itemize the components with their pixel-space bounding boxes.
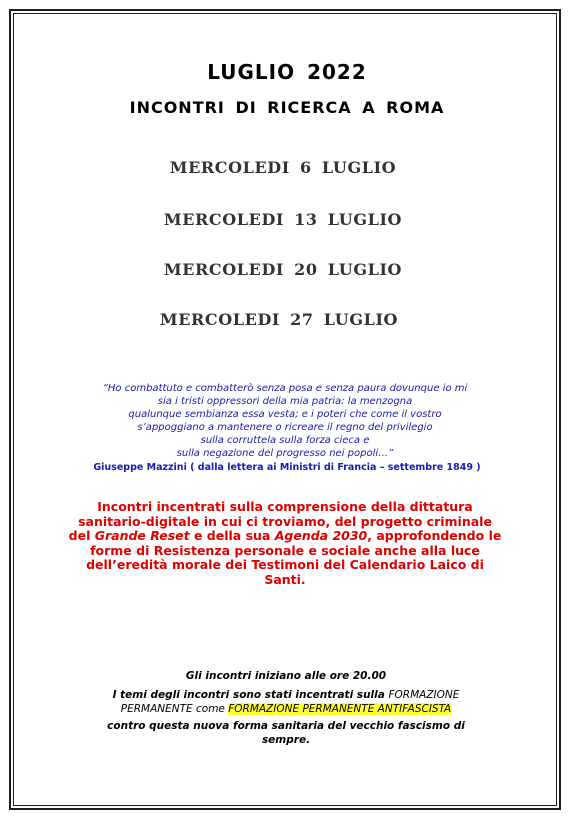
quote-attribution: Giuseppe Mazzini ( dalla lettera ai Ministri di Francia – settembre 1849 ) [93, 462, 481, 473]
description-line: Santi. [264, 571, 306, 587]
antifascista-highlight: FORMAZIONE PERMANENTE ANTIFASCISTA [228, 703, 452, 715]
quote-line: sulla corruttela sulla forza cieca e [200, 435, 370, 446]
date-item: MERCOLEDI 6 LUGLIO [169, 158, 397, 177]
mazzini-quote [40, 382, 530, 460]
quote-line: sia i tristi oppressori della mia patria: la menzogna [157, 396, 413, 407]
date-item: MERCOLEDI 27 LUGLIO [159, 310, 399, 329]
quote-line: qualunque sembianza essa vesta; e i poteri che come il vostro [128, 409, 442, 420]
start-time: Gli incontri iniziano alle ore 20.00 [185, 670, 387, 682]
description-line: Incontri incentrati sulla comprensione della dittatura [97, 499, 473, 514]
quote-line: “Ho combattuto e combatterò senza posa e senza paura dovunque io mi [102, 383, 468, 394]
quote-line: sulla negazione del progresso nei popoli…” [176, 448, 394, 459]
description-line: del Grande Reset e della sua Agenda 2030, approfondendo le [68, 528, 502, 543]
agenda-2030-text: Agenda 2030 [274, 528, 368, 543]
page-title: LUGLIO 2022 [207, 60, 367, 84]
description-line: forme di Resistenza personale e sociale anche alla luce [90, 542, 480, 558]
date-item: MERCOLEDI 20 LUGLIO [163, 260, 403, 279]
date-item: MERCOLEDI 13 LUGLIO [163, 210, 403, 229]
description-paragraph [60, 500, 510, 587]
footer-line: contro questa nuova forma sanitaria del vecchio fascismo di [107, 720, 465, 732]
description-line: dell’eredità morale dei Testimoni del Calendario Laico di [86, 557, 484, 572]
grande-reset-text: Grande Reset [94, 528, 190, 543]
footer-line: I temi degli incontri sono stati incentrati sulla FORMAZIONE [112, 689, 460, 701]
footer-line: PERMANENTE come FORMAZIONE PERMANENTE ANTIFASCISTA [120, 703, 452, 715]
footer-line: sempre. [261, 734, 311, 746]
quote-line: s’appoggiano a mantenere o ricreare il regno del privilegio [137, 422, 433, 433]
page-subtitle: INCONTRI DI RICERCA A ROMA [129, 98, 445, 117]
footer-notes [60, 669, 512, 747]
description-line: sanitario-digitale in cui ci troviamo, del progetto criminale [78, 513, 492, 529]
